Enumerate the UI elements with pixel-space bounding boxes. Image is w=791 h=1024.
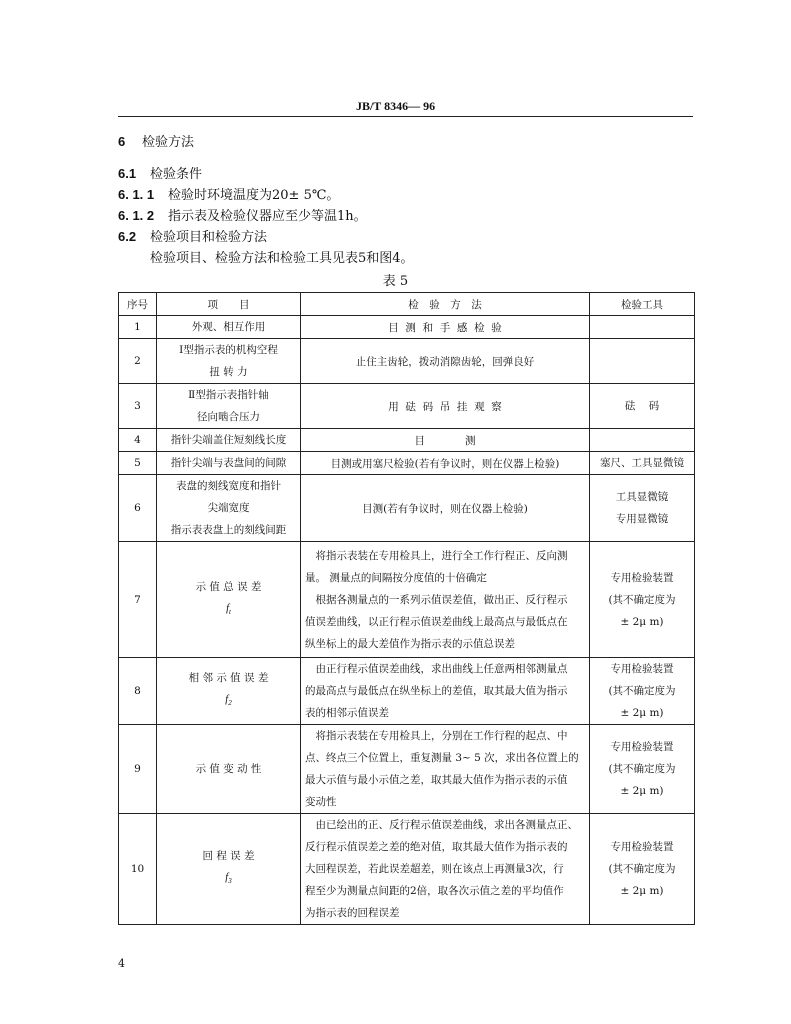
tool-line: (其不确定度为 [608, 685, 676, 697]
header-rule [118, 116, 693, 117]
item-line: 尖端宽度 [207, 502, 250, 514]
method-line: 表的相邻示值误差 [305, 707, 389, 719]
table-row [119, 384, 695, 429]
method-line: 点、终点三个位置上，重复测量 3~ 5 次，求出各位置上的 [305, 752, 579, 764]
section-6-1-title: 检验条件 [150, 167, 203, 182]
method-line: 为指示表的回程误差 [305, 907, 400, 919]
table-caption: 表 5 [382, 274, 409, 289]
row-method [301, 384, 590, 429]
row-tool [590, 475, 695, 542]
item-line: 扭 转 力 [209, 366, 248, 378]
row-item [157, 542, 301, 658]
row-item [157, 814, 301, 925]
inspection-table [118, 292, 695, 925]
tool-line: ± 2μ m) [620, 615, 664, 628]
row-method [301, 725, 590, 814]
item-line: 指针尖端与表盘间的间隙 [170, 457, 287, 469]
item-line: Ⅱ型指示表指针轴 [188, 389, 269, 401]
row-tool [590, 429, 695, 452]
tool-line: 专用显微镜 [615, 513, 669, 525]
row-number: 3 [119, 384, 157, 429]
section-6-2-title: 检验项目和检验方法 [150, 230, 268, 245]
row-tool [590, 542, 695, 658]
item-symbol [161, 867, 296, 892]
method-line: 目 测 和 手 感 检 验 [388, 321, 502, 334]
row-method [301, 658, 590, 725]
item-symbol [161, 689, 296, 714]
header-method: 检 验 方 法 [301, 293, 590, 316]
row-method [301, 814, 590, 925]
row-method [301, 542, 590, 658]
section-6-heading [118, 131, 194, 150]
page-number: 4 [118, 957, 125, 970]
header-seq: 序号 [119, 293, 157, 316]
method-line: 将指示表装在专用检具上，进行全工作行程正、反向测 [305, 549, 568, 562]
row-method [301, 429, 590, 452]
item-line: 表盘的刻线宽度和指针 [176, 480, 281, 492]
row-number: 4 [119, 429, 157, 452]
method-line: 由已绘出的正、反行程示值误差曲线，求出各测量点正、 [305, 819, 578, 831]
row-method [301, 452, 590, 475]
method-line: 由正行程示值误差曲线，求出曲线上任意两相邻测量点 [305, 663, 568, 675]
header-item: 项 目 [157, 293, 301, 316]
row-item [157, 429, 301, 452]
table-row [119, 658, 695, 725]
row-tool [590, 658, 695, 725]
method-line: 根据各测量点的一系列示值误差值，做出正、反行程示 [305, 593, 568, 606]
method-line: 值误差曲线，以正行程示值误差曲线上最高点与最低点在 [305, 615, 568, 628]
section-6-1-heading [118, 163, 202, 182]
row-tool [590, 316, 695, 339]
item-line: 径向啮合压力 [197, 411, 260, 423]
row-tool [590, 339, 695, 384]
section-6-1-number: 6.1 [118, 166, 137, 181]
row-item [157, 384, 301, 429]
row-tool [590, 384, 695, 429]
clause-6-1-2 [118, 205, 367, 224]
clause-6-1-2-text: 指示表及检验仪器应至少等温1h。 [168, 209, 367, 224]
tool-line: 专用检验装置 [610, 571, 674, 584]
section-6-title: 检验方法 [142, 135, 195, 150]
tool-line: 工具显微镜 [615, 491, 669, 503]
table-row [119, 452, 695, 475]
row-number: 8 [119, 658, 157, 725]
row-method [301, 475, 590, 542]
row-number: 9 [119, 725, 157, 814]
symbol-subscript: t [228, 608, 231, 617]
tool-line: (其不确定度为 [608, 863, 676, 875]
table-row [119, 339, 695, 384]
row-item [157, 475, 301, 542]
tool-line: ± 2μ m) [620, 785, 664, 797]
method-line: 量。 测量点的间隔按分度值的十倍确定 [305, 571, 487, 584]
section-6-2-heading [118, 226, 267, 245]
method-line: 反行程示值误差之差的绝对值，取其最大值作为指示表的 [305, 841, 568, 853]
row-item [157, 339, 301, 384]
header-tool: 检验工具 [590, 293, 695, 316]
row-item [157, 658, 301, 725]
method-line: 止住主齿轮，拨动消隙齿轮，回弹良好 [355, 355, 535, 368]
section-6-number: 6 [118, 134, 126, 149]
clause-6-1-1-number: 6. 1. 1 [118, 187, 155, 202]
item-line: 示 值 变 动 性 [195, 763, 262, 775]
standard-code: JB/T 8346— 96 [355, 99, 436, 113]
table-header-row [119, 293, 695, 316]
clause-6-1-1 [118, 184, 339, 203]
row-number: 5 [119, 452, 157, 475]
method-line: 用 砝 码 吊 挂 观 察 [388, 400, 502, 413]
row-item [157, 452, 301, 475]
tool-line: ± 2μ m) [620, 885, 664, 897]
method-line: 目测(若有争议时，则在仪器上检验) [362, 502, 528, 515]
table-row [119, 475, 695, 542]
clause-6-1-1-text: 检验时环境温度为20± 5℃。 [168, 188, 340, 203]
row-method [301, 316, 590, 339]
item-line: 示 值 总 误 差 [195, 580, 262, 593]
symbol-letter: f [226, 602, 229, 614]
table-row [119, 429, 695, 452]
row-method [301, 339, 590, 384]
item-line: 回 程 误 差 [202, 850, 255, 863]
method-line: 最大示值与最小示值之差，取其最大值作为指示表的示值 [305, 774, 568, 786]
tool-line: ± 2μ m) [620, 707, 664, 719]
table-row [119, 316, 695, 339]
symbol-letter: f [225, 694, 229, 706]
tool-line: 专用检验装置 [610, 741, 674, 753]
table-row [119, 814, 695, 925]
row-number: 7 [119, 542, 157, 658]
row-item [157, 725, 301, 814]
tool-line: (其不确定度为 [608, 593, 676, 606]
item-line: Ⅰ型指示表的机构空程 [179, 344, 278, 356]
method-line: 程至少为测量点间距的2倍，取各次示值之差的平均值作 [305, 885, 564, 897]
method-line: 目测或用塞尺检验(若有争议时，则在仪器上检验) [330, 457, 560, 470]
symbol-letter: f [225, 872, 229, 884]
symbol-subscript: 3 [228, 877, 232, 886]
method-line: 变动性 [305, 796, 337, 808]
section-6-2-number: 6.2 [118, 229, 137, 244]
row-number: 2 [119, 339, 157, 384]
method-line: 的最高点与最低点在纵坐标上的差值，取其最大值为指示 [305, 685, 568, 697]
row-number: 6 [119, 475, 157, 542]
method-line: 纵坐标上的最大差值作为指示表的示值总误差 [305, 637, 515, 650]
item-line: 外观、相互作用 [191, 321, 266, 333]
clause-6-1-2-number: 6. 1. 2 [118, 208, 155, 223]
table-row [119, 725, 695, 814]
row-tool [590, 814, 695, 925]
method-line: 目 测 [414, 434, 476, 447]
row-tool [590, 452, 695, 475]
row-number: 10 [119, 814, 157, 925]
intro-paragraph: 检验项目、检验方法和检验工具见表5和图4。 [150, 251, 414, 266]
tool-line: 专用检验装置 [610, 663, 674, 675]
item-symbol [161, 598, 296, 623]
row-number: 1 [119, 316, 157, 339]
method-line: 将指示表装在专用检具上，分别在工作行程的起点、中 [305, 730, 568, 742]
tool-line: (其不确定度为 [608, 763, 676, 775]
table-row [119, 542, 695, 658]
row-tool [590, 725, 695, 814]
row-item [157, 316, 301, 339]
tool-line: 专用检验装置 [610, 841, 674, 853]
item-line: 指针尖端盖住短刻线长度 [170, 434, 287, 446]
tool-line: 塞尺、工具显微镜 [600, 457, 684, 469]
symbol-subscript: 2 [228, 699, 232, 708]
item-line: 指示表表盘上的刻线间距 [170, 524, 287, 536]
tool-line: 砝 码 [624, 400, 660, 412]
item-line: 相 邻 示 值 误 差 [188, 672, 269, 685]
method-line: 大回程误差，若此误差超差，则在该点上再测量3次，行 [305, 863, 564, 875]
